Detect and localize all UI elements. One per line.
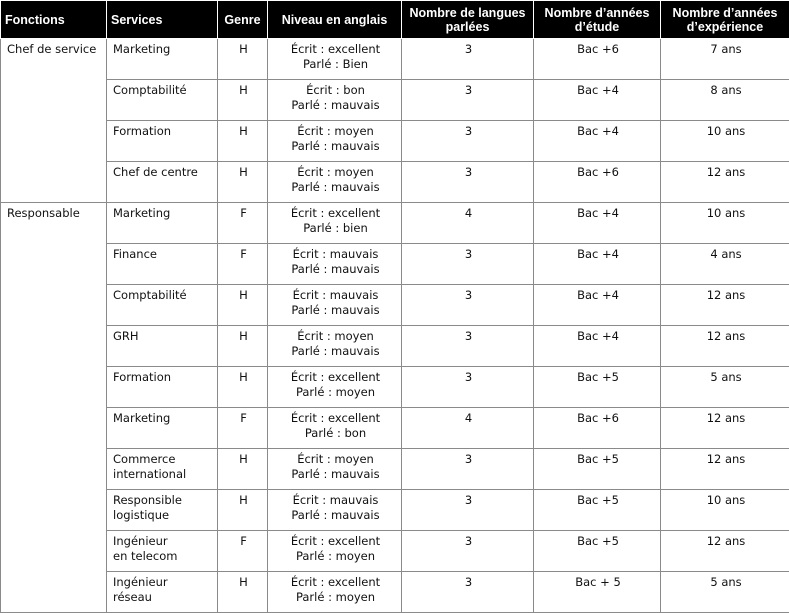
langues-cell: 3	[402, 326, 534, 367]
header-fonctions: Fonctions	[1, 1, 107, 39]
anglais-cell: Écrit : bon Parlé : mauvais	[268, 80, 402, 121]
etude-cell: Bac +6	[534, 162, 661, 203]
anglais-cell: Écrit : excellent Parlé : Bien	[268, 39, 402, 80]
etude-cell: Bac +4	[534, 203, 661, 244]
service-cell: Responsible logistique	[107, 490, 218, 531]
genre-cell: F	[218, 244, 268, 285]
experience-cell: 12 ans	[661, 326, 789, 367]
header-services: Services	[107, 1, 218, 39]
table-row	[1, 367, 789, 408]
anglais-cell: Écrit : moyen Parlé : mauvais	[268, 162, 402, 203]
service-cell: Comptabilité	[107, 285, 218, 326]
table-row	[1, 531, 789, 572]
etude-cell: Bac +6	[534, 408, 661, 449]
langues-cell: 3	[402, 490, 534, 531]
etude-cell: Bac +4	[534, 326, 661, 367]
genre-cell: H	[218, 449, 268, 490]
service-cell: Ingénieur en telecom	[107, 531, 218, 572]
service-cell: Marketing	[107, 408, 218, 449]
table-row	[1, 408, 789, 449]
langues-cell: 3	[402, 285, 534, 326]
experience-cell: 4 ans	[661, 244, 789, 285]
genre-cell: H	[218, 326, 268, 367]
anglais-cell: Écrit : excellent Parlé : bien	[268, 203, 402, 244]
service-cell: Commerce international	[107, 449, 218, 490]
fonction-cell: Responsable	[1, 203, 107, 613]
service-cell: Formation	[107, 121, 218, 162]
table-row	[1, 490, 789, 531]
langues-cell: 4	[402, 408, 534, 449]
langues-cell: 4	[402, 203, 534, 244]
service-cell: Marketing	[107, 39, 218, 80]
anglais-cell: Écrit : excellent Parlé : moyen	[268, 367, 402, 408]
etude-cell: Bac +5	[534, 449, 661, 490]
etude-cell: Bac +4	[534, 285, 661, 326]
genre-cell: F	[218, 203, 268, 244]
header-row	[1, 1, 789, 39]
langues-cell: 3	[402, 244, 534, 285]
service-cell: Finance	[107, 244, 218, 285]
anglais-cell: Écrit : mauvais Parlé : mauvais	[268, 285, 402, 326]
table-row	[1, 572, 789, 613]
experience-cell: 12 ans	[661, 285, 789, 326]
header-langues: Nombre de langues parlées	[402, 1, 534, 39]
anglais-cell: Écrit : excellent Parlé : moyen	[268, 531, 402, 572]
etude-cell: Bac +4	[534, 80, 661, 121]
genre-cell: H	[218, 367, 268, 408]
experience-cell: 8 ans	[661, 80, 789, 121]
etude-cell: Bac +5	[534, 531, 661, 572]
table-row	[1, 203, 789, 244]
header-experience: Nombre d’années d’expérience	[661, 1, 789, 39]
table-row	[1, 80, 789, 121]
experience-cell: 12 ans	[661, 531, 789, 572]
langues-cell: 3	[402, 121, 534, 162]
service-cell: Comptabilité	[107, 80, 218, 121]
genre-cell: F	[218, 408, 268, 449]
table-row	[1, 121, 789, 162]
genre-cell: H	[218, 285, 268, 326]
service-cell: Marketing	[107, 203, 218, 244]
header-genre: Genre	[218, 1, 268, 39]
header-anglais: Niveau en anglais	[268, 1, 402, 39]
etude-cell: Bac + 5	[534, 572, 661, 613]
langues-cell: 3	[402, 449, 534, 490]
anglais-cell: Écrit : excellent Parlé : bon	[268, 408, 402, 449]
etude-cell: Bac +4	[534, 121, 661, 162]
table-row	[1, 285, 789, 326]
service-cell: Ingénieur réseau	[107, 572, 218, 613]
header-etude: Nombre d’années d’étude	[534, 1, 661, 39]
langues-cell: 3	[402, 39, 534, 80]
langues-cell: 3	[402, 531, 534, 572]
genre-cell: H	[218, 162, 268, 203]
etude-cell: Bac +5	[534, 367, 661, 408]
etude-cell: Bac +6	[534, 39, 661, 80]
anglais-cell: Écrit : excellent Parlé : moyen	[268, 572, 402, 613]
genre-cell: H	[218, 121, 268, 162]
experience-cell: 7 ans	[661, 39, 789, 80]
experience-cell: 10 ans	[661, 121, 789, 162]
experience-cell: 10 ans	[661, 203, 789, 244]
experience-cell: 5 ans	[661, 572, 789, 613]
genre-cell: H	[218, 39, 268, 80]
anglais-cell: Écrit : mauvais Parlé : mauvais	[268, 244, 402, 285]
langues-cell: 3	[402, 367, 534, 408]
experience-cell: 5 ans	[661, 367, 789, 408]
experience-cell: 12 ans	[661, 162, 789, 203]
genre-cell: H	[218, 490, 268, 531]
anglais-cell: Écrit : moyen Parlé : mauvais	[268, 326, 402, 367]
langues-cell: 3	[402, 80, 534, 121]
table-row	[1, 39, 789, 80]
anglais-cell: Écrit : mauvais Parlé : mauvais	[268, 490, 402, 531]
experience-cell: 12 ans	[661, 408, 789, 449]
genre-cell: H	[218, 80, 268, 121]
table-row	[1, 449, 789, 490]
experience-cell: 10 ans	[661, 490, 789, 531]
experience-cell: 12 ans	[661, 449, 789, 490]
genre-cell: H	[218, 572, 268, 613]
genre-cell: F	[218, 531, 268, 572]
langues-cell: 3	[402, 572, 534, 613]
etude-cell: Bac +5	[534, 490, 661, 531]
service-cell: Formation	[107, 367, 218, 408]
table-row	[1, 326, 789, 367]
service-cell: Chef de centre	[107, 162, 218, 203]
service-cell: GRH	[107, 326, 218, 367]
anglais-cell: Écrit : moyen Parlé : mauvais	[268, 121, 402, 162]
anglais-cell: Écrit : moyen Parlé : mauvais	[268, 449, 402, 490]
table-row	[1, 244, 789, 285]
langues-cell: 3	[402, 162, 534, 203]
etude-cell: Bac +4	[534, 244, 661, 285]
fonction-cell: Chef de service	[1, 39, 107, 203]
table-row	[1, 162, 789, 203]
